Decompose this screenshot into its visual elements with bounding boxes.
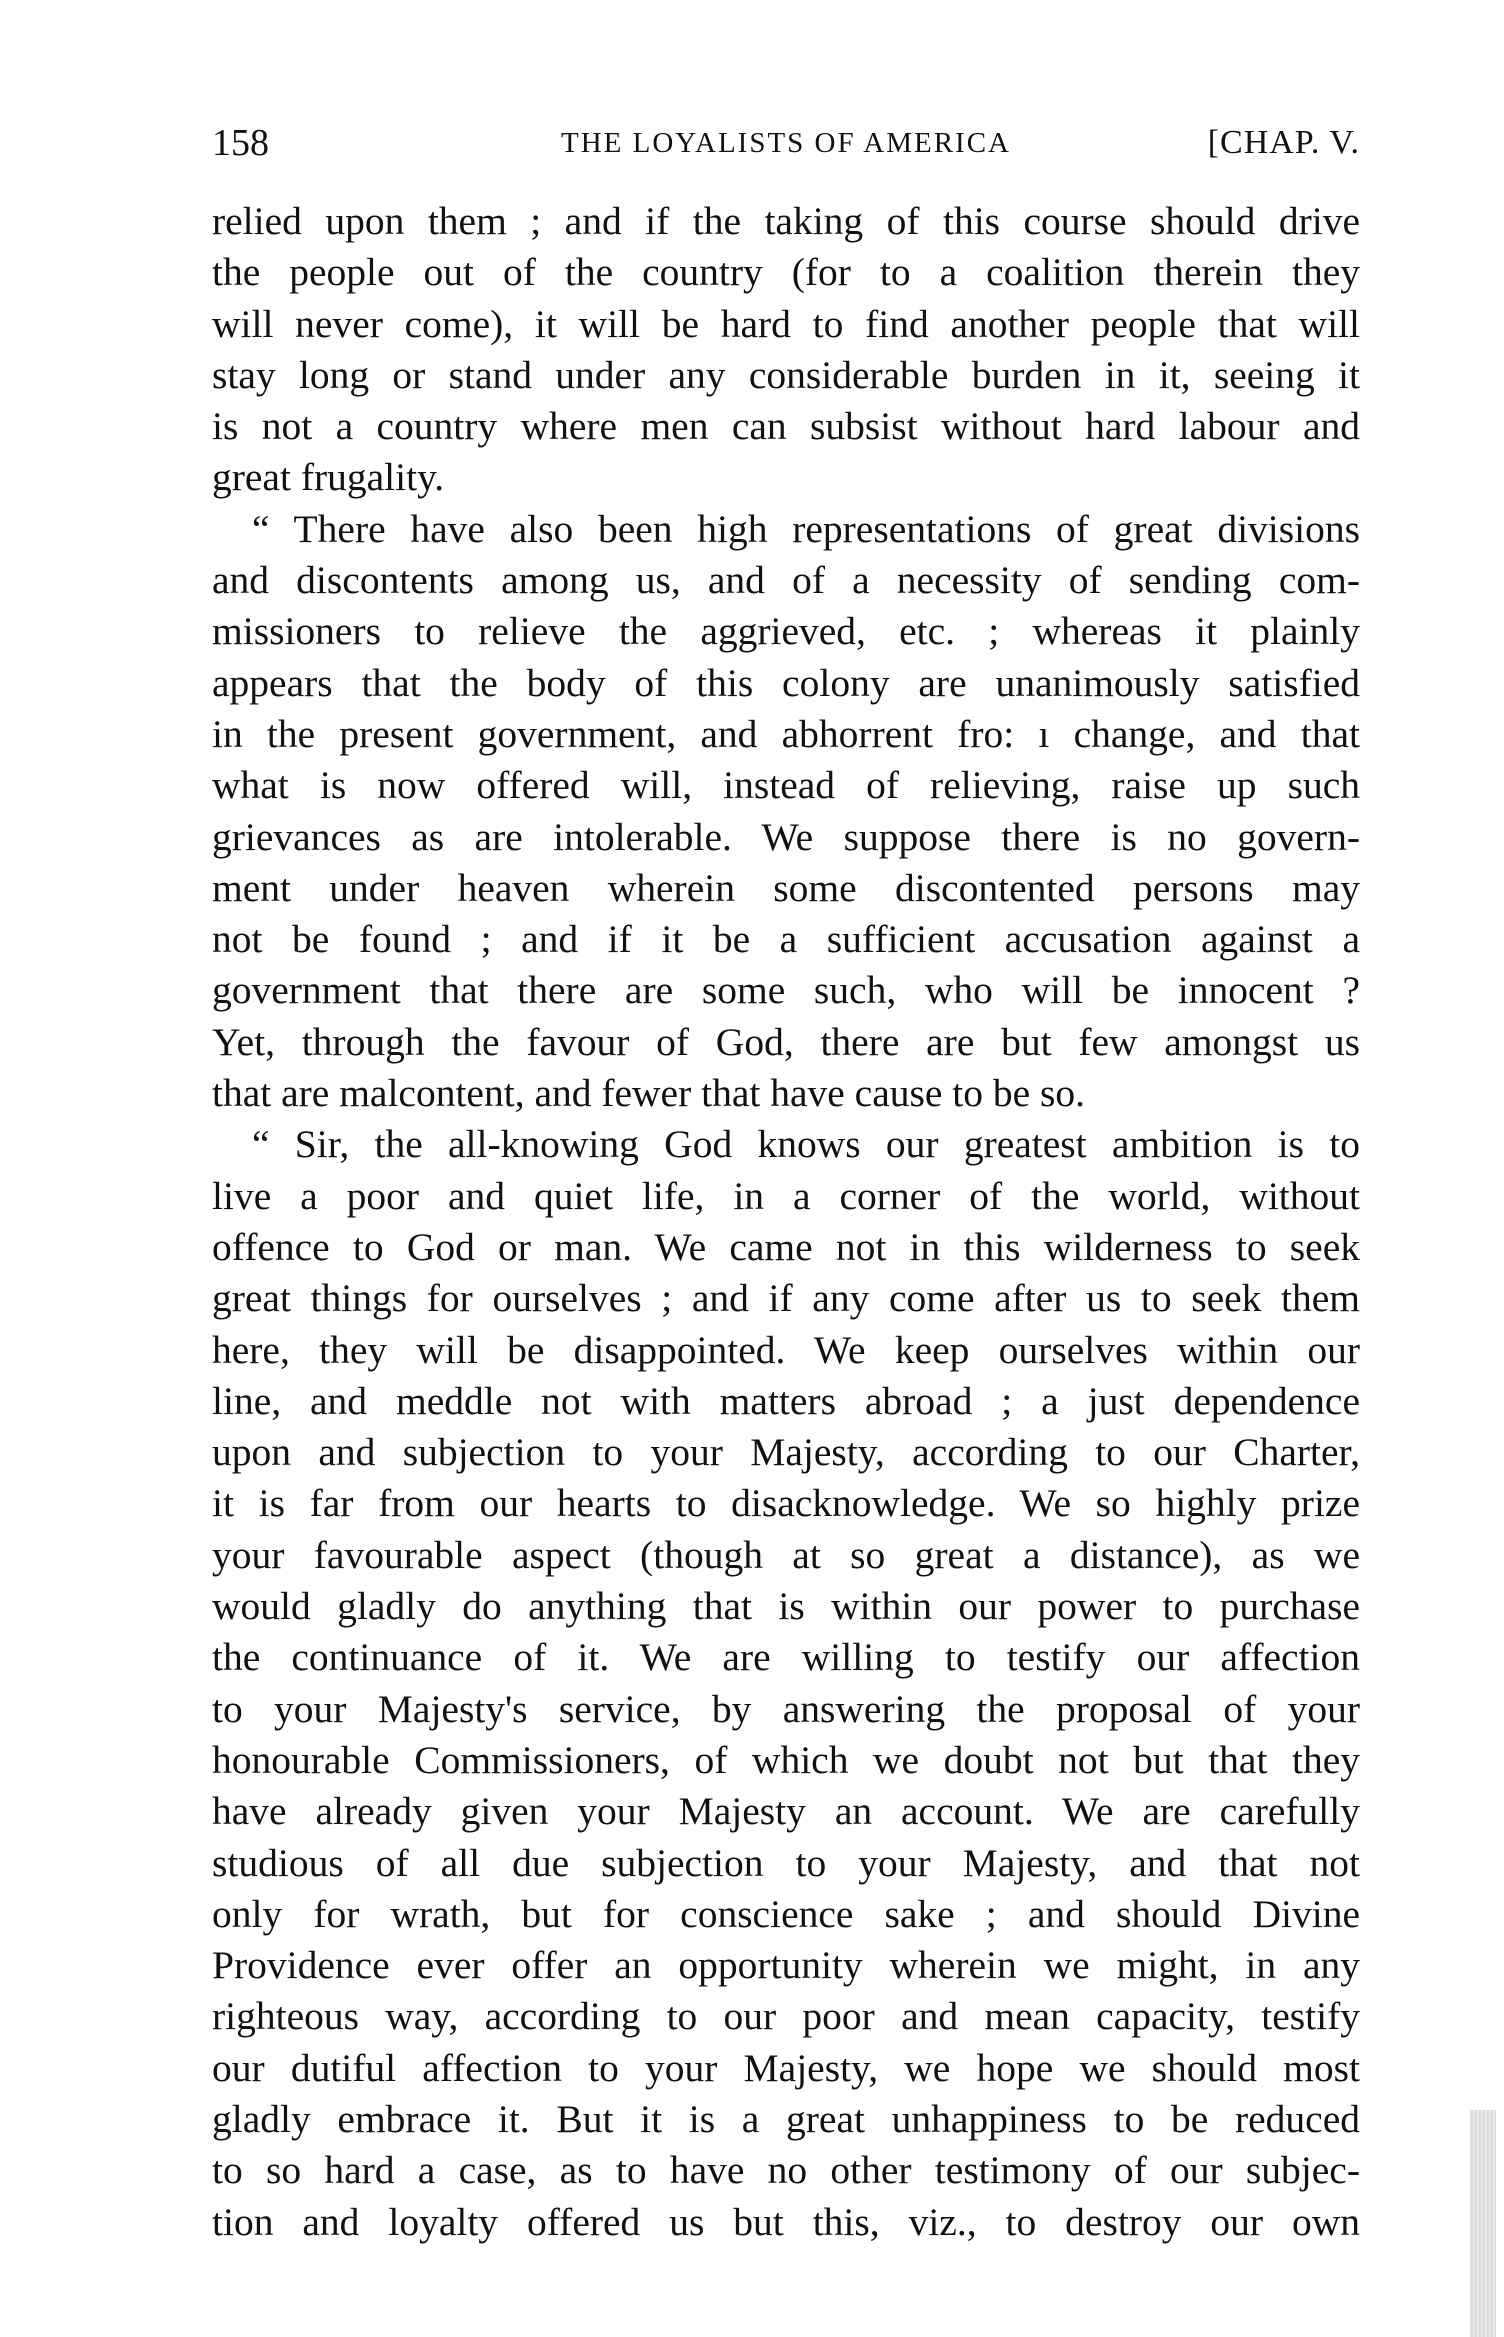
text-line: our dutiful affection to your Majesty, we hope we should most bbox=[212, 2045, 1360, 2090]
text-line: grievances as are intolerable. We suppose there is no govern- bbox=[212, 814, 1360, 859]
text-line: studious of all due subjection to your Majesty, and that not bbox=[212, 1840, 1360, 1885]
text-line: great things for ourselves ; and if any come after us to seek them bbox=[212, 1276, 1360, 1321]
scan-page-edge bbox=[1470, 2110, 1496, 2337]
text-line: would gladly do anything that is within our power to purchase bbox=[212, 1584, 1360, 1629]
text-line: “ Sir, the all-knowing God knows our greatest ambition is to bbox=[252, 1122, 1360, 1167]
body-text bbox=[212, 196, 1360, 2248]
text-line: “ There have also been high representations of great divisions bbox=[252, 506, 1360, 551]
text-line: the continuance of it. We are willing to testify our affection bbox=[212, 1635, 1360, 1680]
running-title: THE LOYALISTS OF AMERICA bbox=[561, 127, 1011, 159]
text-line: relied upon them ; and if the taking of this course should drive bbox=[212, 199, 1360, 243]
text-line: to your Majesty's service, by answering the proposal of your bbox=[212, 1686, 1360, 1731]
text-line: and discontents among us, and of a necessity of sending com- bbox=[212, 558, 1360, 603]
text-line: to so hard a case, as to have no other testimony of our subjec- bbox=[212, 2148, 1360, 2193]
text-line: ment under heaven wherein some discontented persons may bbox=[212, 865, 1360, 910]
paragraph bbox=[212, 504, 1360, 1120]
text-line: is not a country where men can subsist without hard labour and bbox=[212, 404, 1360, 449]
text-line: righteous way, according to our poor and mean capacity, testify bbox=[212, 1994, 1360, 2039]
text-line: gladly embrace it. But it is a great unhappiness to be reduced bbox=[212, 2096, 1360, 2141]
chapter-label: [CHAP. V. bbox=[1207, 124, 1360, 161]
text-line: only for wrath, but for conscience sake ; and should Divine bbox=[212, 1891, 1360, 1936]
text-line: government that there are some such, who will be innocent ? bbox=[212, 968, 1360, 1013]
text-line: appears that the body of this colony are unanimously satisfied bbox=[212, 660, 1360, 705]
text-line: will never come), it will be hard to find another people that will bbox=[212, 301, 1360, 346]
text-line: honourable Commissioners, of which we doubt not but that they bbox=[212, 1737, 1360, 1782]
text-line: it is far from our hearts to disacknowledge. We so highly prize bbox=[212, 1481, 1360, 1526]
text-line: that are malcontent, and fewer that have cause to be so. bbox=[212, 1071, 1086, 1116]
paragraph bbox=[212, 1119, 1360, 2248]
text-line: have already given your Majesty an account. We are carefully bbox=[212, 1789, 1360, 1834]
text-line: upon and subjection to your Majesty, according to our Charter, bbox=[212, 1430, 1360, 1475]
running-head bbox=[212, 118, 1360, 168]
text-line: stay long or stand under any considerable burden in it, seeing it bbox=[212, 352, 1360, 397]
text-line: your favourable aspect (though at so great a distance), as we bbox=[212, 1532, 1360, 1577]
text-line: here, they will be disappointed. We keep ourselves within our bbox=[212, 1327, 1360, 1372]
text-line: offence to God or man. We came not in this wilderness to seek bbox=[212, 1224, 1360, 1269]
text-line: Providence ever offer an opportunity wherein we might, in any bbox=[212, 1943, 1360, 1988]
text-line: the people out of the country (for to a coalition therein they bbox=[212, 250, 1360, 295]
text-line: missioners to relieve the aggrieved, etc. ; whereas it plainly bbox=[212, 609, 1360, 654]
text-line: tion and loyalty offered us but this, viz., to destroy our own bbox=[212, 2199, 1360, 2244]
text-line: Yet, through the favour of God, there are but few amongst us bbox=[212, 1019, 1360, 1064]
text-line: in the present government, and abhorrent fro: ı change, and that bbox=[212, 711, 1360, 756]
text-line: live a poor and quiet life, in a corner of the world, without bbox=[212, 1173, 1360, 1218]
text-line: what is now offered will, instead of relieving, raise up such bbox=[212, 763, 1360, 808]
page-number: 158 bbox=[212, 122, 269, 164]
text-line: great frugality. bbox=[212, 455, 445, 500]
text-line: not be found ; and if it be a sufficient accusation against a bbox=[212, 917, 1360, 962]
text-line: line, and meddle not with matters abroad ; a just dependence bbox=[212, 1378, 1360, 1423]
paragraph bbox=[212, 196, 1360, 504]
